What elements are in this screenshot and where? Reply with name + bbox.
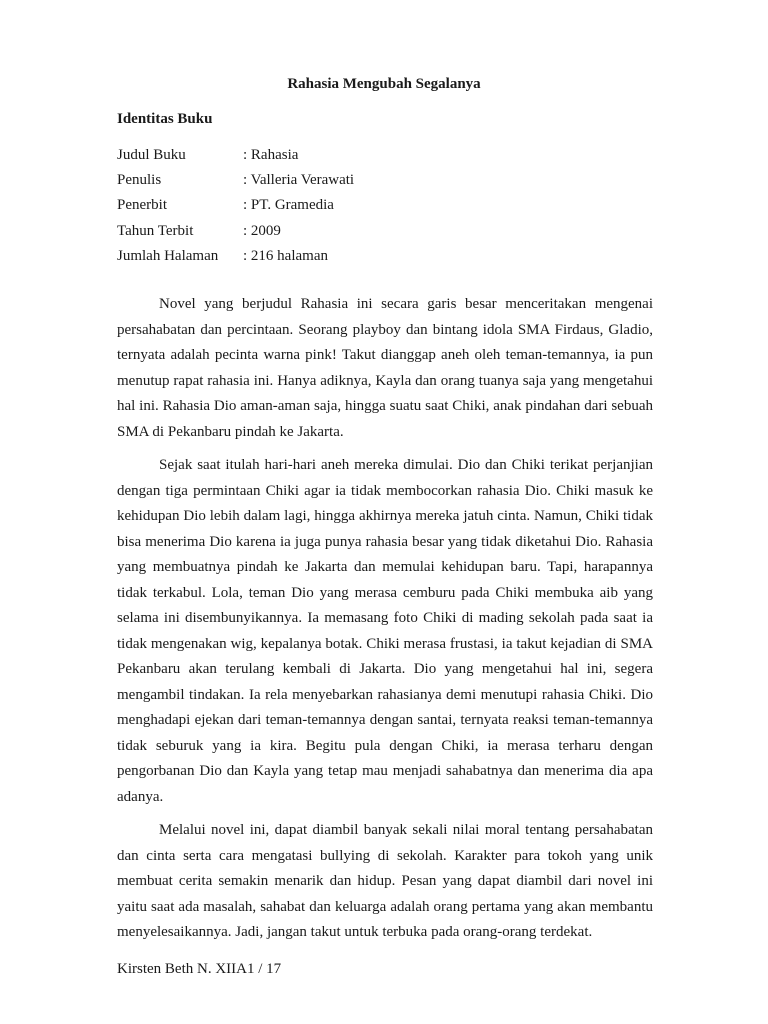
identity-value: : PT. Gramedia bbox=[243, 193, 334, 218]
identity-value: : 216 halaman bbox=[243, 244, 328, 269]
identity-row-publisher bbox=[117, 193, 657, 218]
identity-label: Tahun Terbit bbox=[117, 222, 194, 239]
identity-label: Judul Buku bbox=[117, 147, 186, 163]
section-heading: Identitas Buku bbox=[117, 111, 213, 127]
book-identity-table bbox=[117, 143, 657, 269]
identity-value: : Valleria Verawati bbox=[243, 168, 354, 193]
review-body bbox=[117, 292, 653, 954]
document-title: Rahasia Mengubah Segalanya bbox=[287, 76, 481, 92]
identity-row-pages bbox=[117, 244, 657, 269]
paragraph-moral: Melalui novel ini, dapat diambil banyak sekali nilai moral tentang persahabatan dan cinta serta cara mengatasi bullying di sekolah. Karakter para tokoh yang unik membuat cerita semakin menarik dan hidup. Pesan yang dapat diambil dari novel ini yaitu saat ada masalah, sahabat dan keluarga adalah orang pertama yang akan membantu menyelesaikannya. Jadi, jangan takut untuk terbuka pada orang-orang terdekat. bbox=[117, 822, 653, 940]
identity-row-year bbox=[117, 219, 657, 244]
identity-label: Penulis bbox=[117, 172, 162, 189]
identity-value: : 2009 bbox=[243, 219, 281, 244]
identity-label: Penerbit bbox=[117, 197, 167, 214]
identity-value: : Rahasia bbox=[243, 143, 298, 168]
identity-row-author bbox=[117, 168, 657, 193]
author-footer: Kirsten Beth N. XIIA1 / 17 bbox=[117, 961, 282, 977]
paragraph-story: Sejak saat itulah hari-hari aneh mereka dimulai. Dio dan Chiki terikat perjanjian dengan tiga permintaan Chiki agar ia tidak membocorkan rahasia Dio. Chiki masuk ke kehidupan Dio lebih dalam lagi, hingga akhirnya mereka jatuh cinta. Namun, Chiki tidak bisa menerima Dio karena ia juga punya rahasia besar yang tidak diketahui Dio. Rahasia yang membuatnya pindah ke Jakarta dan memulai kehidupan baru. Tapi, harapannya tidak terkabul. Lola, teman Dio yang merasa cemburu pada Chiki membuka aib yang selama ini disembunyikannya. Ia memasang foto Chiki di mading sekolah pada saat ia tidak mengenakan wig, kepalanya botak. Chiki merasa frustasi, ia takut kejadian di SMA Pekanbaru akan terulang kembali di Jakarta. Dio yang mengetahui hal ini, segera mengambil tindakan. Ia rela menyebarkan rahasianya demi menutupi rahasia Chiki. Dio menghadapi ejekan dari teman-temannya dengan santai, ternyata reaksi teman-temannya tidak seburuk yang ia kira. Begitu pula dengan Chiki, ia merasa terharu dengan pengorbanan Dio dan Kayla yang tetap mau menjadi sahabatnya dan menerima dia apa adanya. bbox=[117, 457, 653, 805]
identity-label: Jumlah Halaman bbox=[117, 247, 219, 264]
identity-row-title bbox=[117, 143, 657, 168]
paragraph-summary: Novel yang berjudul Rahasia ini secara garis besar menceritakan mengenai persahabatan dan percintaan. Seorang playboy dan bintang idola SMA Firdaus, Gladio, ternyata adalah pecinta warna pink! Takut dianggap aneh oleh teman-temannya, ia pun menutup rapat rahasia ini. Hanya adiknya, Kayla dan orang tuanya saja yang mengetahui hal ini. Rahasia Dio aman-aman saja, hingga suatu saat Chiki, anak pindahan dari sebuah SMA di Pekanbaru pindah ke Jakarta. bbox=[117, 296, 653, 440]
